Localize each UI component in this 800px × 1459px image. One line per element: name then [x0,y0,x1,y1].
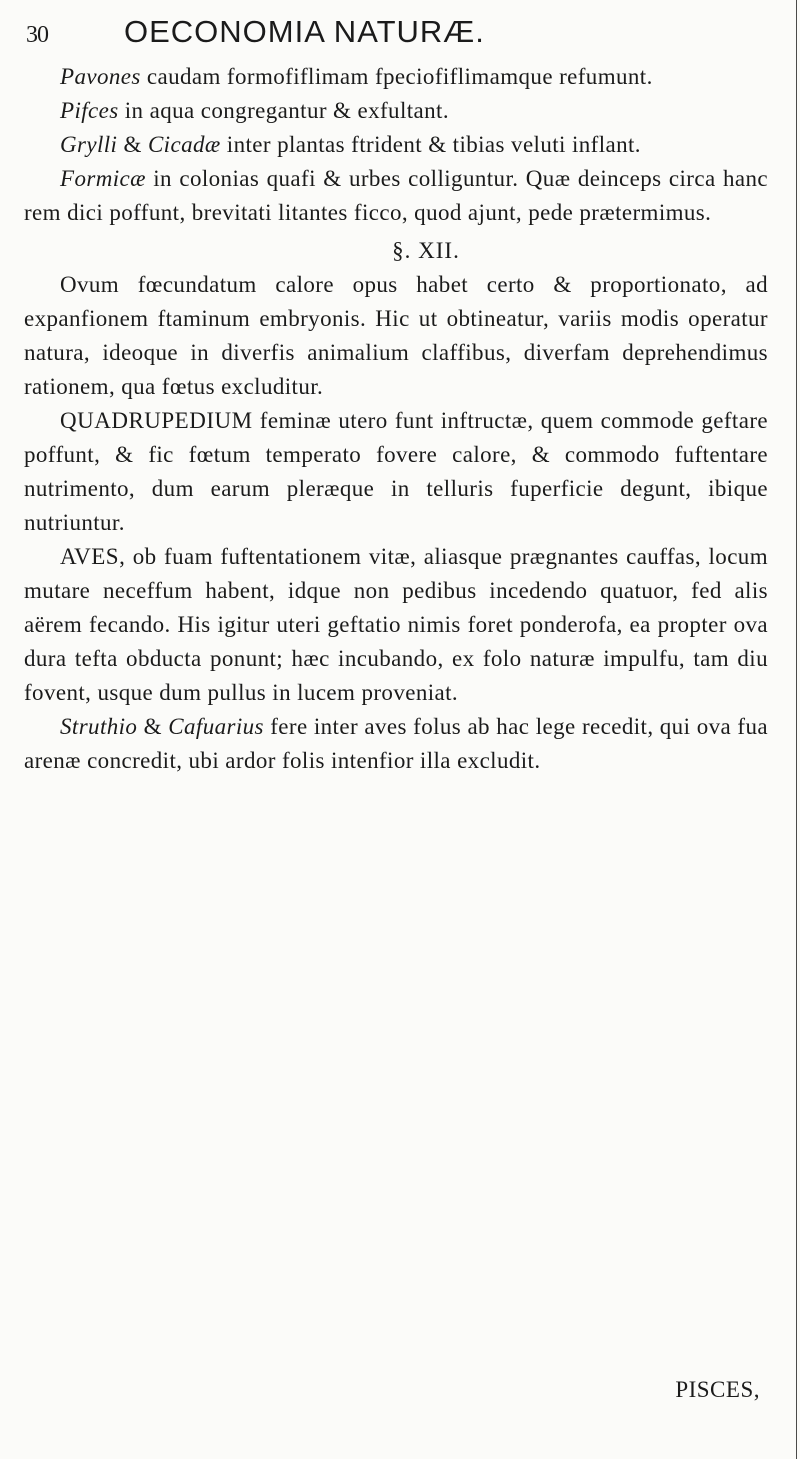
paragraph-text: feminæ utero funt inftructæ, quem commode geftare poffunt, & fic fœtum temperato fovere calore, & commodo fuftentare nutrimento, dum earum pleræque in telluris fuperficie degunt, ibique nutriuntur. [24,408,768,535]
term-grylli: Grylli [60,132,118,157]
running-title: OECONOMIA NATURÆ. [124,14,485,49]
term-pavones: Pavones [60,64,141,89]
paragraph-pavones [24,60,768,94]
paragraph-text: fere inter aves folus ab hac lege recedit, qui ova fua arenæ concredit, ubi ardor folis intenfior illa excludit. [24,714,768,773]
lead-word-quadrupedium: QUADRUPEDIUM [60,408,253,433]
paragraph-quadrupedium [24,404,768,540]
paragraph-aves [24,540,768,710]
term-cicadae: Cicadæ [147,132,221,157]
paragraph-text: Ovum fœcundatum calore opus habet certo & proportionato, ad expanfionem ftaminum embryonis. Hic ut obtineatur, variis modis operatur natura, ideoque in diverfis animalium claffibus, diverfam deprehendimus rationem, qua fœtus excluditur. [24,272,768,399]
catchword: PISCES, [675,1377,760,1402]
paragraph-struthio [24,710,768,778]
term-cafuarius: Cafuarius [168,714,264,739]
paragraph-text: caudam formofiflimam fpeciofiflimamque refumunt. [140,64,653,89]
paragraph-grylli [24,128,768,162]
paragraph-pisces [24,94,768,128]
term-struthio: Struthio [60,714,138,739]
paragraph-text: , ob fuam fuftentationem vitæ, aliasque prægnantes cauffas, locum mutare neceffum habent, idque non pedibus incedendo quatuor, fed alis aërem fecando. His igitur uteri geftatio nimis foret ponderofa, ea propter ova dura tefta obducta ponunt; hæc incubando, ex folo naturæ impulfu, tam diu fovent, usque dum pullus in lucem proveniat. [24,544,768,705]
page-body [24,60,768,778]
section-heading: §. XII. [392,238,460,263]
page-number: 30 [26,22,48,48]
conjunction: & [137,714,169,739]
term-formicae: Formicæ [60,166,146,191]
term-pisces: Pifces [60,98,119,123]
conjunction: & [117,132,148,157]
paragraph-text: inter plantas ftrident & tibias veluti inflant. [220,132,641,157]
lead-word-aves: AVES [60,544,120,569]
page-edge-rule [796,0,797,1459]
paragraph-formicae [24,162,768,230]
paragraph-ovum [24,268,768,404]
paragraph-text: in colonias quafi & urbes colliguntur. Quæ deinceps circa hanc rem dici poffunt, brevitati litantes ficco, quod ajunt, pede prætermimus. [24,166,768,225]
paragraph-text: in aqua congregantur & exfultant. [118,98,449,123]
page-header [26,8,766,52]
